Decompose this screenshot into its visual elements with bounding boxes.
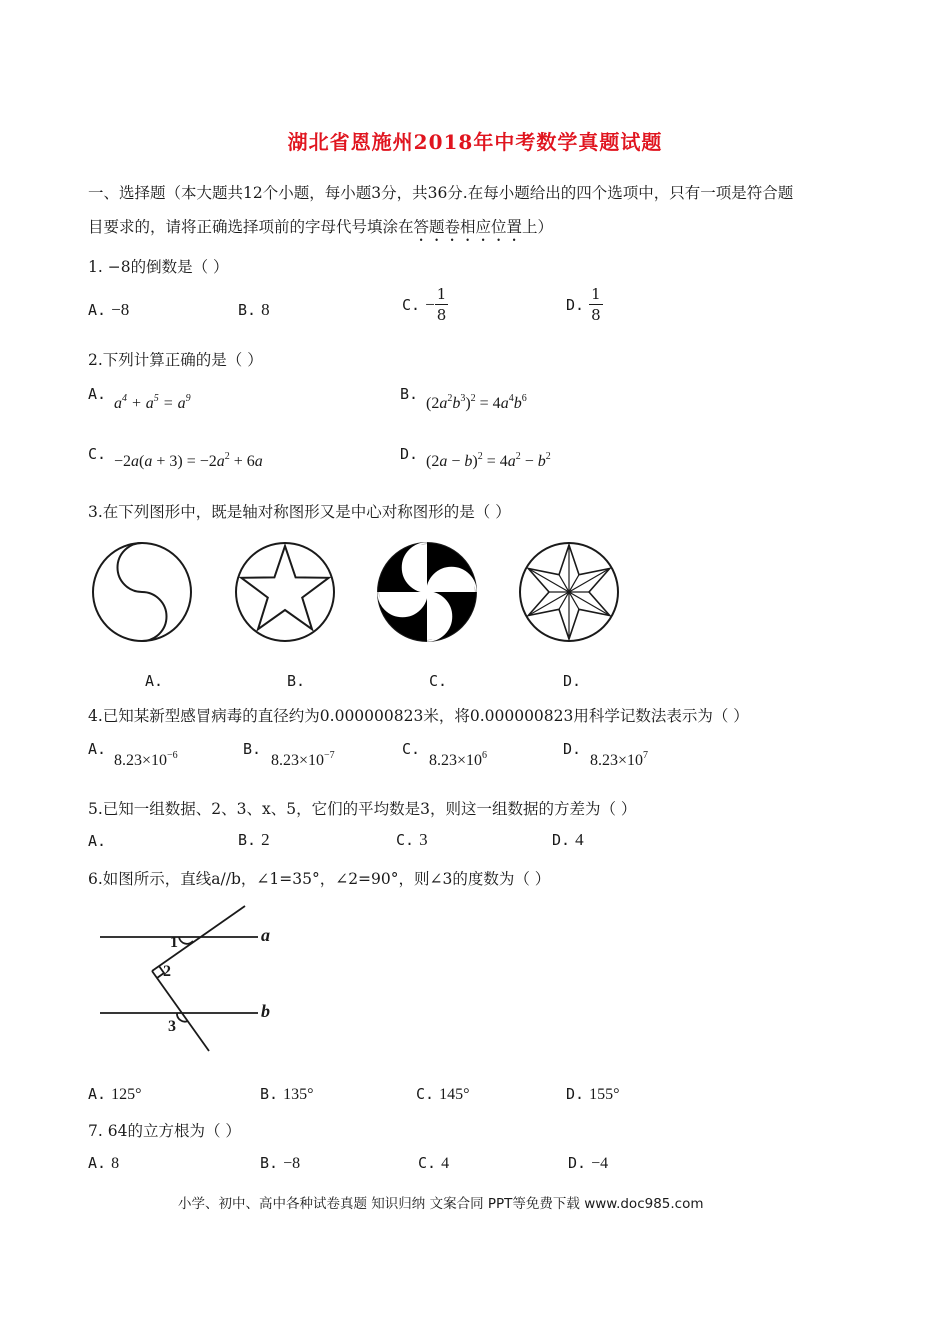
q7-option-b[interactable] (260, 1153, 300, 1173)
option-value: 145° (439, 1086, 470, 1103)
section-instructions-line1: 一、选择题（本大题共12个小题，每小题3分，共36分.在每小题给出的四个选项中，只有一项是符合题 (88, 184, 794, 202)
q4-option-a-value[interactable]: $8.23\times 10^{-6}$ (114, 750, 178, 769)
option-label: C. (418, 1154, 437, 1172)
option-value: 8 (261, 300, 270, 319)
option-label: D. (568, 1154, 587, 1172)
q7-option-a[interactable] (88, 1153, 119, 1173)
option-label: D. (566, 296, 585, 314)
q6-label-b: b (261, 1001, 270, 1021)
instruction-text: 目要求的，请将正确选择项前的字母代号填涂在 (88, 218, 414, 236)
q4-option-a-label: A. (88, 740, 107, 758)
fraction: $\frac{1}{8}$ (436, 285, 447, 324)
question-1: 1. −8的倒数是（ ） (88, 258, 229, 276)
fraction: $\frac{1}{8}$ (591, 285, 601, 324)
option-label: D. (566, 1085, 585, 1103)
question-2: 2.下列计算正确的是（ ） (88, 351, 263, 369)
q6-label-angle-3: 3 (168, 1018, 176, 1035)
q6-parallel-lines-figure (95, 900, 285, 1055)
option-label: B. (260, 1154, 279, 1172)
q6-label-a: a (261, 925, 270, 945)
q1-option-c[interactable] (402, 287, 448, 323)
q6-option-b[interactable] (260, 1084, 314, 1104)
figure-b-star-circle[interactable] (233, 540, 337, 644)
q2-option-d-expression[interactable]: $(2a - b)^2 = 4a^2 - b^2$ (426, 451, 551, 470)
q1-option-a[interactable] (88, 300, 129, 320)
q2-option-a-label: A. (88, 385, 107, 403)
q4-option-c-value[interactable]: $8.23\times 10^6$ (429, 750, 488, 769)
q2-option-b-expression[interactable]: $(2a^2b^3)^2 = 4a^4b^6$ (426, 393, 527, 412)
emphasized-text: 答题卷相应位置 (413, 218, 523, 236)
q4-option-d-label: D. (563, 740, 582, 758)
option-value: 125° (111, 1086, 142, 1103)
option-label: B. (238, 831, 257, 849)
q2-option-b-label: B. (400, 385, 419, 403)
q6-option-a[interactable] (88, 1084, 142, 1104)
q3-option-a[interactable]: A. (145, 672, 164, 690)
option-value: 155° (589, 1086, 620, 1103)
minus-sign: − (425, 295, 435, 314)
option-value: 8 (111, 1155, 120, 1172)
q4-option-c-label: C. (402, 740, 421, 758)
q4-option-d-value[interactable]: $8.23\times 10^7$ (590, 750, 649, 769)
option-label: A. (88, 1154, 107, 1172)
figure-d-hexagram-circle[interactable] (517, 540, 621, 644)
question-4: 4.已知某新型感冒病毒的直径约为0.000000823米，将0.000000823用科学记数法表示为（ ） (88, 707, 749, 725)
q6-option-d[interactable] (566, 1084, 620, 1104)
option-label: A. (88, 301, 107, 319)
section-instructions-line2 (88, 215, 553, 245)
question-3: 3.在下列图形中，既是轴对称图形又是中心对称图形的是（ ） (88, 503, 511, 521)
page-footer: 小学、初中、高中各种试卷真题 知识归纳 文案合同 PPT等免费下载 www.doc985.com (178, 1196, 704, 1212)
q1-option-b[interactable] (238, 300, 270, 320)
option-value: 4 (441, 1155, 450, 1172)
option-value: −8 (283, 1155, 301, 1172)
option-label: B. (260, 1085, 279, 1103)
q2-option-a-expression[interactable]: $a^4 + a^5 = a^9$ (114, 393, 191, 412)
option-value: 4 (575, 830, 584, 849)
q5-option-b[interactable] (238, 830, 270, 850)
option-value: 2 (261, 830, 270, 849)
page-title: 湖北省恩施州2018年中考数学真题试题 (287, 130, 663, 154)
question-6: 6.如图所示，直线a//b，∠1=35°，∠2=90°，则∠3的度数为（ ） (88, 870, 551, 888)
q6-option-c[interactable] (416, 1084, 470, 1104)
q6-label-angle-1: 1 (170, 934, 178, 951)
q2-option-c-label: C. (88, 445, 107, 463)
q5-option-a[interactable]: A. (88, 832, 107, 850)
option-label: A. (88, 1085, 107, 1103)
question-7: 7. 64的立方根为（ ） (88, 1122, 241, 1140)
q1-option-d[interactable] (566, 287, 603, 323)
option-label: B. (238, 301, 257, 319)
q7-option-c[interactable] (418, 1153, 449, 1173)
option-value: 135° (283, 1086, 314, 1103)
option-value: 3 (419, 830, 428, 849)
option-label: C. (396, 831, 415, 849)
instruction-text-end: 上） (522, 218, 554, 236)
q3-option-c[interactable]: C. (429, 672, 448, 690)
q3-option-b[interactable]: B. (287, 672, 306, 690)
figure-a-s-curve-circle[interactable] (90, 540, 194, 644)
option-value: −8 (111, 300, 130, 319)
option-value: −4 (591, 1155, 609, 1172)
q5-option-c[interactable] (396, 830, 428, 850)
option-label: C. (416, 1085, 435, 1103)
q2-option-d-label: D. (400, 445, 419, 463)
q3-option-d[interactable]: D. (563, 672, 582, 690)
q6-label-angle-2: 2 (163, 963, 171, 980)
q4-option-b-value[interactable]: $8.23\times 10^{-7}$ (271, 750, 335, 769)
option-label: C. (402, 296, 421, 314)
option-label: D. (552, 831, 571, 849)
q2-option-c-expression[interactable]: $-2a(a + 3) = -2a^2 + 6a$ (114, 451, 263, 470)
q4-option-b-label: B. (243, 740, 262, 758)
q5-option-d[interactable] (552, 830, 584, 850)
figure-c-pinwheel-circle[interactable] (375, 540, 479, 644)
question-5: 5.已知一组数据、2、3、x、5，它们的平均数是3，则这一组数据的方差为（ ） (88, 800, 637, 818)
q7-option-d[interactable] (568, 1153, 608, 1173)
